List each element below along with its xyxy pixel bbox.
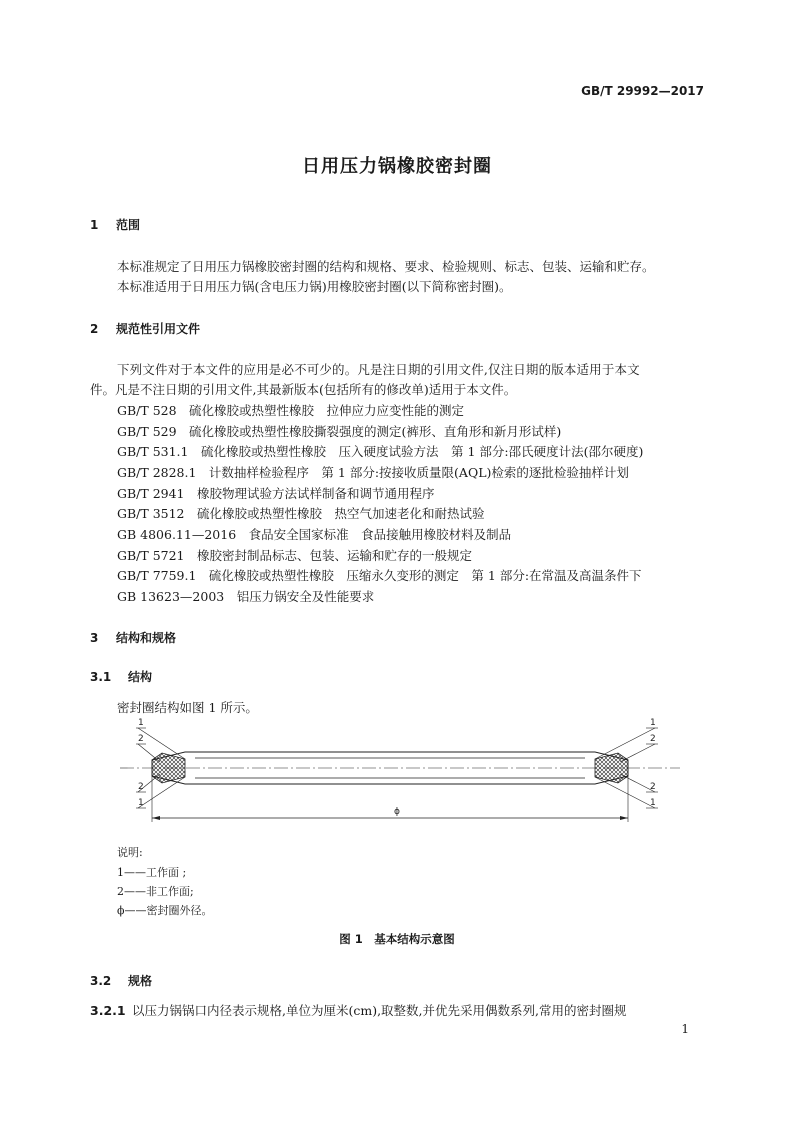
section-2-intro-line-2: 件。凡是不注日期的引用文件,其最新版本(包括所有的修改单)适用于本文件。 bbox=[90, 382, 517, 397]
leader-line bbox=[595, 728, 655, 759]
figure-legend-item: 1——工作面 ; bbox=[117, 866, 187, 879]
section-2-heading bbox=[90, 320, 200, 337]
reference-item: GB 13623—2003 铝压力锅安全及性能要求 bbox=[117, 589, 375, 604]
section-1-para-2: 本标准适用于日用压力锅(含电压力锅)用橡胶密封圈(以下简称密封圈)。 bbox=[117, 279, 512, 294]
leader-line bbox=[620, 744, 655, 762]
section-3-2-1-para bbox=[90, 1001, 627, 1019]
reference-item: GB/T 2828.1 计数抽样检验程序 第 1 部分:按接收质量限(AQL)检索的逐批检验抽样计划 bbox=[117, 465, 629, 480]
diameter-label: ϕ bbox=[394, 807, 400, 817]
leader-line bbox=[595, 777, 655, 808]
section-3-1-number: 3.1 bbox=[90, 670, 112, 684]
page-title: 日用压力锅橡胶密封圈 bbox=[302, 156, 492, 177]
section-3-1-heading bbox=[90, 668, 152, 685]
reference-item: GB/T 531.1 硫化橡胶或热塑性橡胶 压入硬度试验方法 第 1 部分:邵氏硬度计法(邵尔硬度) bbox=[117, 444, 644, 459]
section-3-2-number: 3.2 bbox=[90, 974, 112, 988]
left-label-2-top: 2 bbox=[138, 734, 144, 744]
section-3-2-1-text: 以压力锅锅口内径表示规格,单位为厘米(cm),取整数,并优先采用偶数系列,常用的密封圈规 bbox=[132, 1003, 627, 1018]
left-label-1-bottom: 1 bbox=[138, 798, 144, 808]
section-2-intro-line-1: 下列文件对于本文件的应用是必不可少的。凡是注日期的引用文件,仅注日期的版本适用于本文 bbox=[117, 362, 640, 377]
reference-item: GB/T 5721 橡胶密封制品标志、包装、运输和贮存的一般规定 bbox=[117, 548, 473, 563]
section-3-title: 结构和规格 bbox=[116, 631, 177, 645]
reference-item: GB/T 528 硫化橡胶或热塑性橡胶 拉伸应力应变性能的测定 bbox=[117, 403, 465, 418]
section-3-1-para: 密封圈结构如图 1 所示。 bbox=[117, 700, 258, 715]
section-1-title: 范围 bbox=[116, 218, 141, 232]
section-3-2-title: 规格 bbox=[128, 974, 153, 988]
left-label-1-top: 1 bbox=[138, 718, 144, 728]
right-label-2-bottom: 2 bbox=[650, 782, 656, 792]
right-label-2-top: 2 bbox=[650, 734, 656, 744]
reference-item: GB/T 529 硫化橡胶或热塑性橡胶撕裂强度的测定(裤形、直角形和新月形试样) bbox=[117, 424, 562, 439]
section-3-heading bbox=[90, 629, 176, 646]
section-2-title: 规范性引用文件 bbox=[116, 322, 201, 336]
reference-item: GB/T 3512 硫化橡胶或热塑性橡胶 热空气加速老化和耐热试验 bbox=[117, 506, 485, 521]
arrow-left-icon bbox=[152, 816, 160, 820]
reference-item: GB/T 2941 橡胶物理试验方法试样制备和调节通用程序 bbox=[117, 486, 435, 501]
figure-legend-item: 2——非工作面; bbox=[117, 885, 194, 898]
leader-line bbox=[138, 744, 160, 762]
seal-ring-diagram bbox=[100, 712, 700, 830]
reference-item: GB 4806.11—2016 食品安全国家标准 食品接触用橡胶材料及制品 bbox=[117, 527, 512, 542]
section-1-heading bbox=[90, 216, 140, 233]
figure-caption: 图 1 基本结构示意图 bbox=[339, 932, 455, 946]
section-3-2-1-number: 3.2.1 bbox=[90, 1003, 126, 1018]
reference-item: GB/T 7759.1 硫化橡胶或热塑性橡胶 压缩永久变形的测定 第 1 部分:在常温及高温条件下 bbox=[117, 568, 642, 583]
section-3-2-heading bbox=[90, 972, 152, 989]
standard-number: GB/T 29992—2017 bbox=[581, 84, 704, 98]
section-3-1-title: 结构 bbox=[128, 670, 153, 684]
seal-left-hatched-section bbox=[152, 753, 185, 783]
right-label-1-bottom: 1 bbox=[650, 798, 656, 808]
section-1-para-1: 本标准规定了日用压力锅橡胶密封圈的结构和规格、要求、检验规则、标志、包装、运输和贮存。 bbox=[117, 259, 655, 274]
arrow-right-icon bbox=[620, 816, 628, 820]
figure-legend-item: ϕ——密封圈外径。 bbox=[117, 904, 213, 917]
section-2-number: 2 bbox=[90, 322, 99, 336]
left-label-2-bottom: 2 bbox=[138, 782, 144, 792]
right-label-1-top: 1 bbox=[650, 718, 656, 728]
figure-legend-title: 说明: bbox=[117, 846, 143, 859]
section-3-number: 3 bbox=[90, 631, 99, 645]
section-1-number: 1 bbox=[90, 218, 99, 232]
page-number: 1 bbox=[681, 1022, 689, 1036]
seal-right-hatched-section bbox=[595, 753, 628, 783]
